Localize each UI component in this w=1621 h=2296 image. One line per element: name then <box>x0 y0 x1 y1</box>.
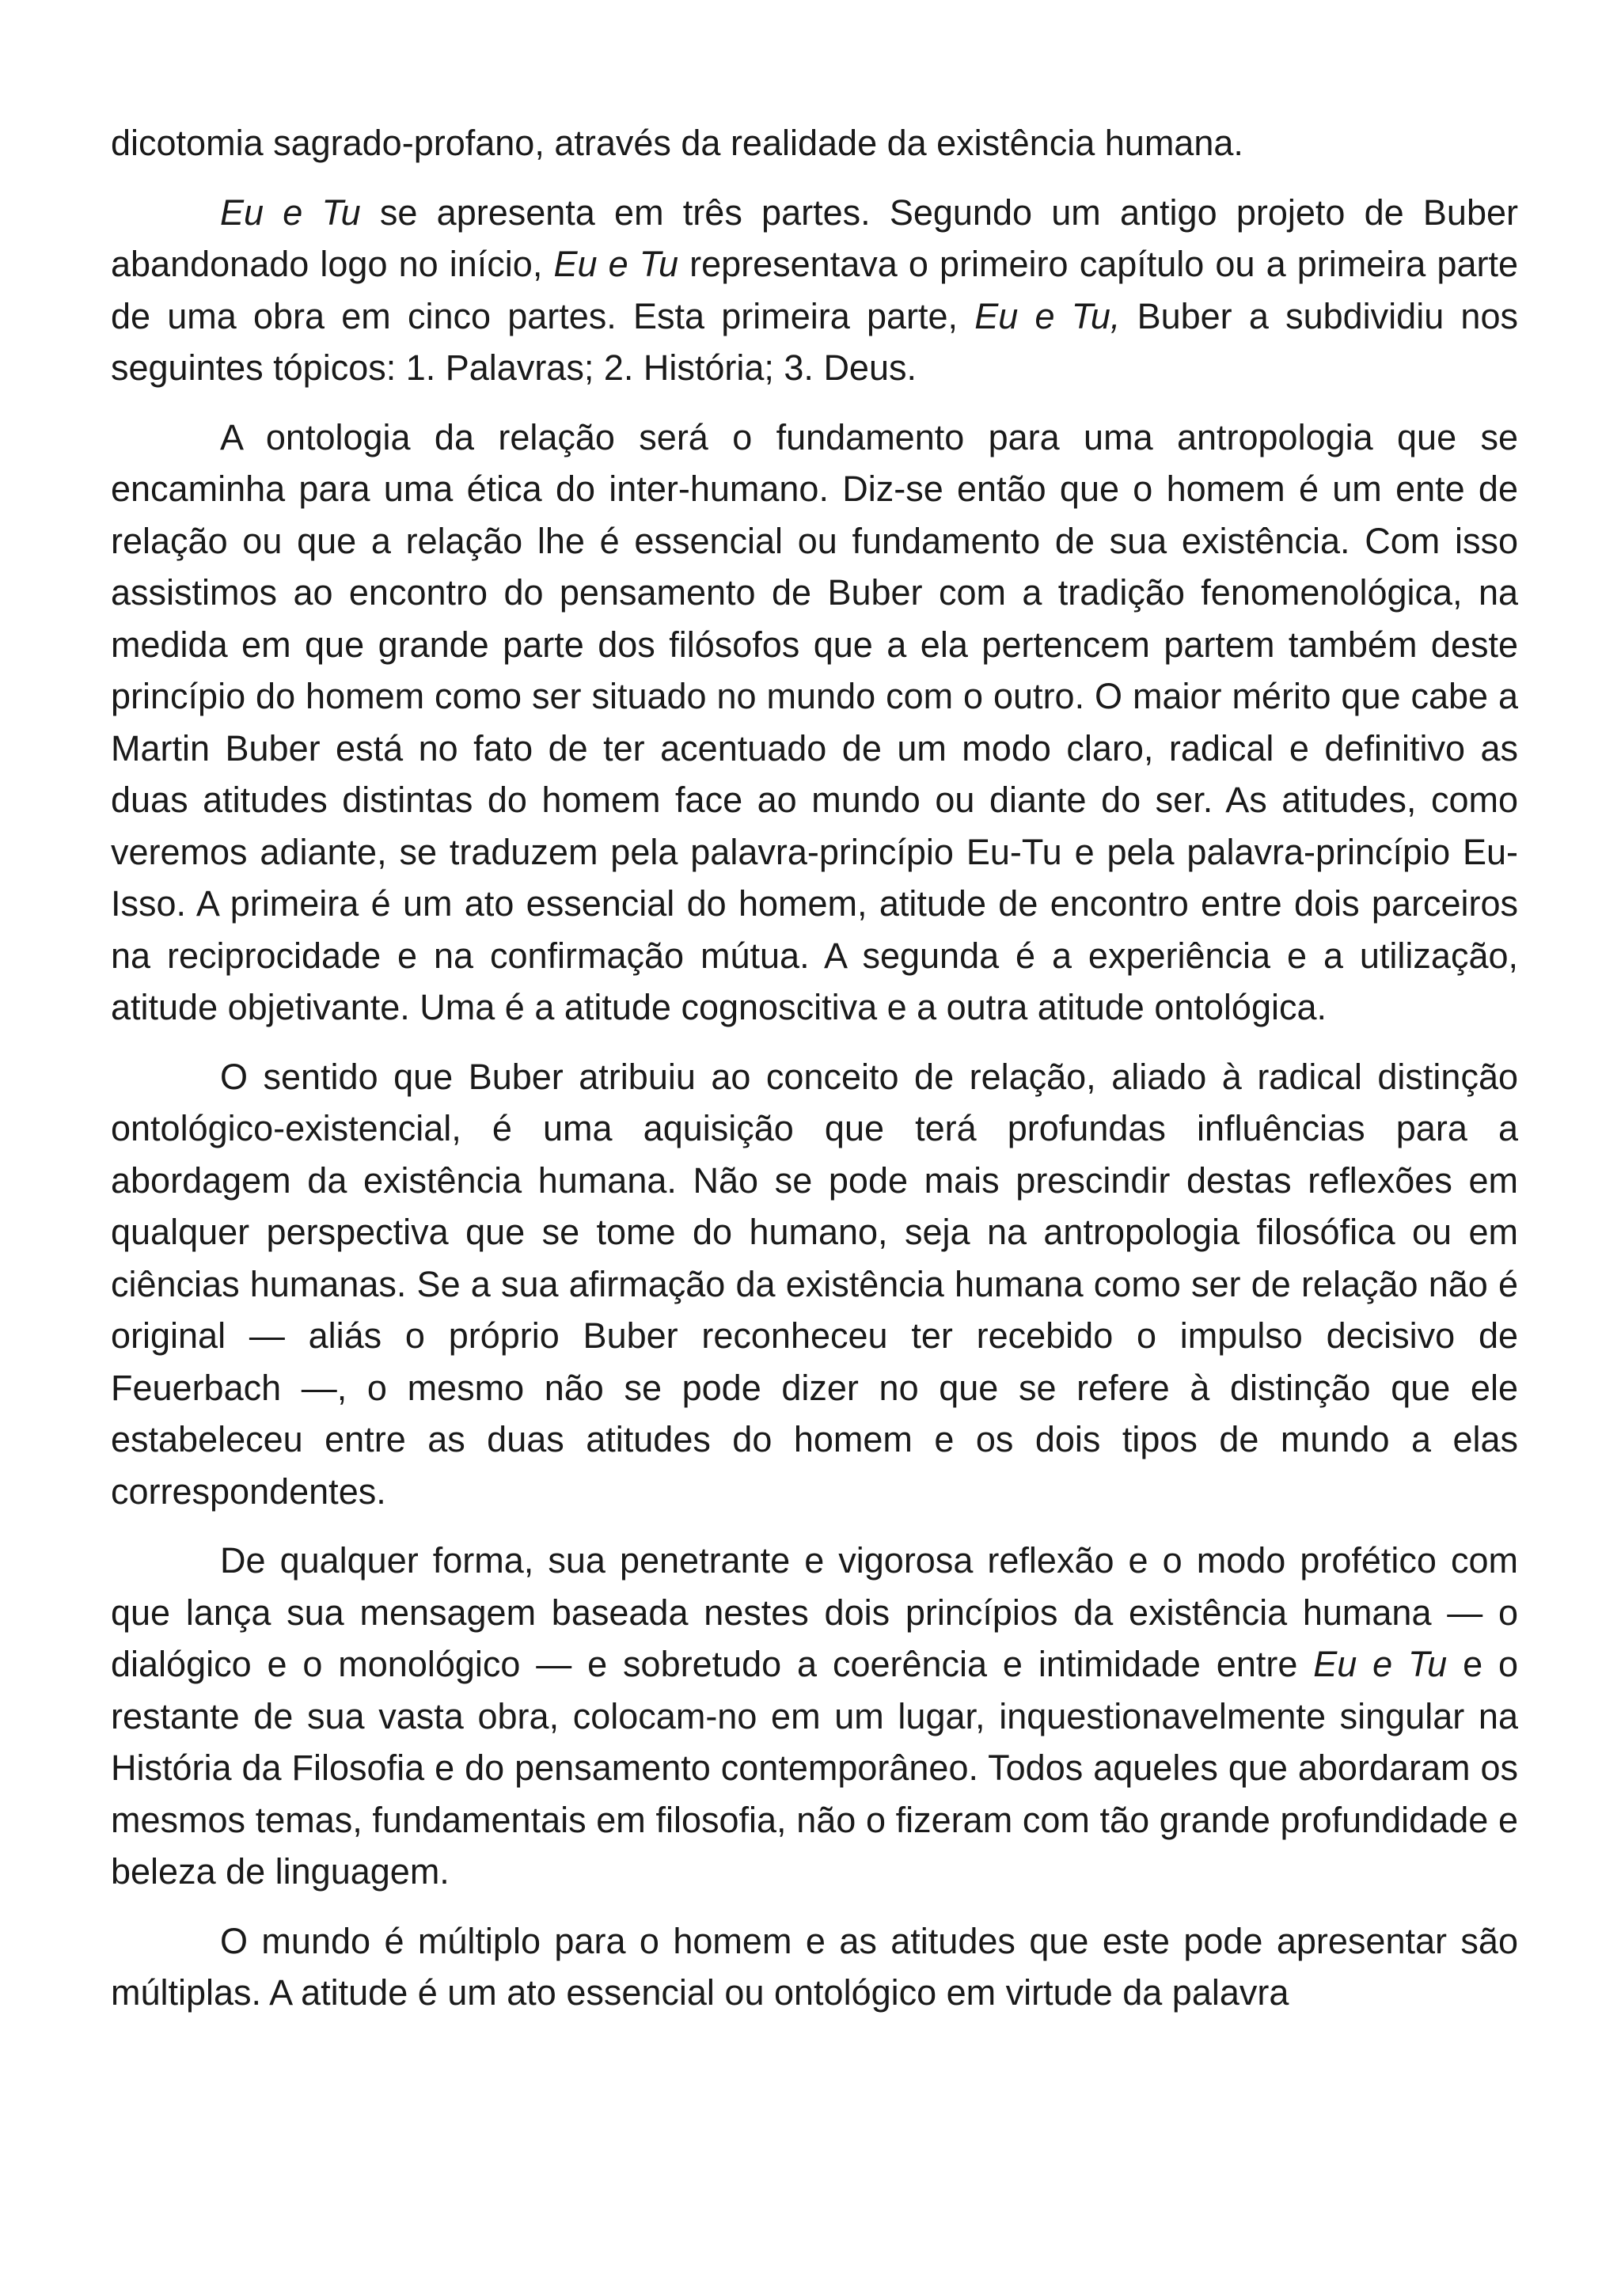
paragraph-text: representava o primeiro capítulo ou a primeira parte de uma obra em cinco partes. Esta primeira parte, <box>111 244 1518 336</box>
paragraph-text: De qualquer forma, sua penetrante e vigorosa reflexão e o modo profético com que lança sua mensagem baseada nestes dois princípios da existência humana — o dialógico e o monológico — e sobretudo a coerência e intimidade entre <box>111 1540 1518 1684</box>
paragraph <box>111 117 1518 169</box>
paragraph <box>111 1915 1518 2019</box>
paragraph-text: dicotomia sagrado-profano, através da realidade da existência humana. <box>111 123 1243 163</box>
paragraph-text: A ontologia da relação será o fundamento para uma antropologia que se encaminha para uma ética do inter-humano. Diz-se então que o homem é um ente de relação ou que a relação lhe é essencial ou fundamento de sua existência. Com isso assistimos ao encontro do pensamento de Buber com a tradição fenomenológica, na medida em que grande parte dos filósofos que a ela pertencem partem também deste princípio do homem como ser situado no mundo com o outro. O maior mérito que cabe a Martin Buber está no fato de ter acentuado de um modo claro, radical e definitivo as duas atitudes distintas do homem face ao mundo ou diante do ser. As atitudes, como veremos adiante, se traduzem pela palavra-princípio Eu-Tu e pela palavra-princípio Eu-Isso. A primeira é um ato essencial do homem, atitude de encontro entre dois parceiros na reciprocidade e na confirmação mútua. A segunda é a experiência e a utilização, atitude objetivante. Uma é a atitude cognoscitiva e a outra atitude ontológica. <box>111 416 1518 1027</box>
paragraph-text: e o restante de sua vasta obra, colocam-no em um lugar, inquestionavelmente singular na História da Filosofia e do pensamento contemporâneo. Todos aqueles que abordaram os mesmos temas, fundamentais em filosofia, não o fizeram com tão grande profundidade e beleza de linguagem. <box>111 1644 1519 1892</box>
italic-title: Eu e Tu <box>553 244 678 284</box>
italic-title: Eu e Tu <box>220 192 361 233</box>
paragraph <box>111 412 1518 1034</box>
paragraph-text: se apresenta em três partes. Segundo um antigo projeto de Buber abandonado logo no início, <box>111 192 1518 284</box>
paragraph <box>111 1051 1518 1518</box>
paragraph <box>111 187 1518 394</box>
paragraph <box>111 1535 1518 1898</box>
italic-title: Eu e Tu <box>1313 1644 1448 1684</box>
paragraph-text: O mundo é múltiplo para o homem e as atitudes que este pode apresentar são múltiplas. A atitude é um ato essencial ou ontológico em virtude da palavra <box>111 1920 1518 2013</box>
body-text <box>111 117 1518 2019</box>
italic-title: Eu e Tu, <box>974 295 1121 336</box>
paragraph-text: O sentido que Buber atribuiu ao conceito de relação, aliado à radical distinção ontológico-existencial, é uma aquisição que terá profundas influências para a abordagem da existência humana. Não se pode mais prescindir destas reflexões em qualquer perspectiva que se tome do humano, seja na antropologia filosófica ou em ciências humanas. Se a sua afirmação da existência humana como ser de relação não é original — aliás o próprio Buber reconheceu ter recebido o impulso decisivo de Feuerbach —, o mesmo não se pode dizer no que se refere à distinção que ele estabeleceu entre as duas atitudes do homem e os dois tipos de mundo a elas correspondentes. <box>111 1056 1518 1512</box>
paragraph-text: Buber a subdividiu nos seguintes tópicos: 1. Palavras; 2. História; 3. Deus. <box>111 295 1518 388</box>
